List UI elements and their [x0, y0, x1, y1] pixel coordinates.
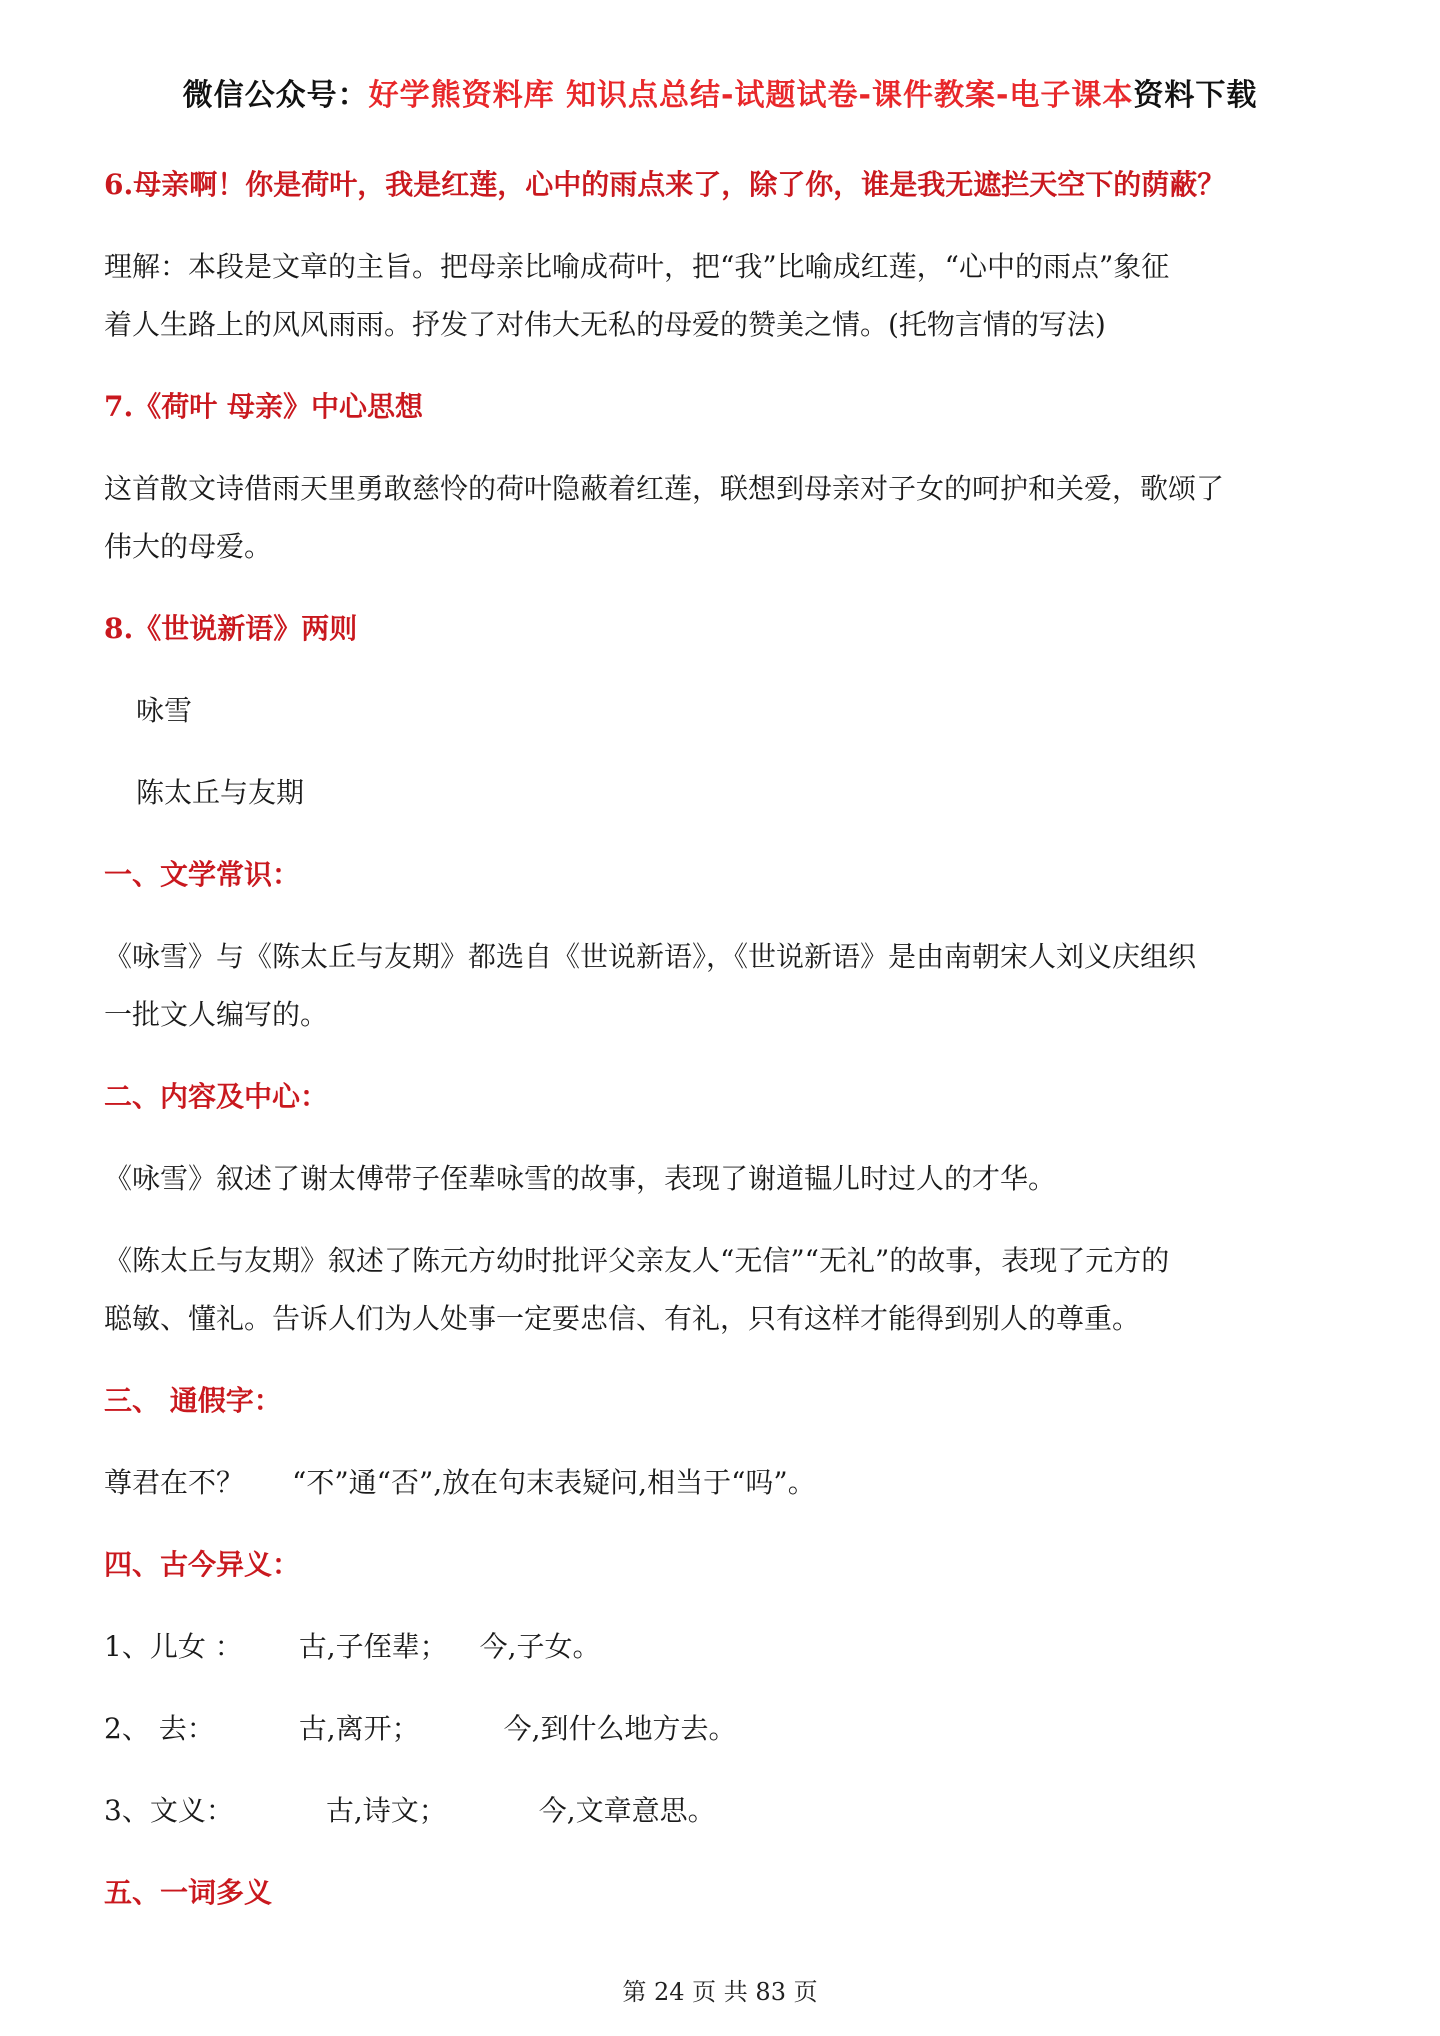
document-content	[104, 156, 1344, 1922]
section-7-heading: 7.《荷叶 母亲》中心思想	[104, 390, 423, 423]
meaning-item-3-new: 今,文章意思。	[538, 1794, 716, 1827]
heading-ancient-modern-meanings: 四、古今异义：	[104, 1548, 301, 1581]
page-footer: 第 24 页 共 83 页	[622, 1978, 818, 2006]
content-body-line-2: 《陈太丘与友期》叙述了陈元方幼时批评父亲友人“无信”“无礼”的故事，表现了元方的	[104, 1244, 1170, 1277]
banner-header	[0, 70, 1440, 114]
meaning-item-1	[104, 1618, 1344, 1676]
meaning-item-1-num: 1、儿女 ：	[104, 1630, 243, 1663]
interchangeable-example: 尊君在不？	[104, 1466, 245, 1499]
literature-body-line-1: 《咏雪》与《陈太丘与友期》都选自《世说新语》，《世说新语》是由南朝宋人刘义庆组织	[104, 940, 1197, 973]
meaning-item-2-num: 2、 去：	[104, 1712, 215, 1745]
meaning-item-2	[104, 1700, 1344, 1758]
content-body-line-3: 聪敏、懂礼。告诉人们为人处事一定要忠信、有礼，只有这样才能得到别人的尊重。	[104, 1302, 1141, 1335]
meaning-item-3	[104, 1782, 1344, 1840]
section-6-body-line-2: 着人生路上的风风雨雨。抒发了对伟大无私的母爱的赞美之情。(托物言情的写法)	[104, 308, 1106, 341]
meaning-item-2-new: 今,到什么地方去。	[503, 1712, 737, 1745]
section-6-body-line-1: 理解：本段是文章的主旨。把母亲比喻成荷叶，把“我”比喻成红莲，“心中的雨点”象征	[104, 250, 1170, 283]
section-7-body-line-2: 伟大的母爱。	[104, 530, 273, 563]
banner-middle: 好学熊资料库 知识点总结-试题试卷-课件教案-电子课本	[368, 78, 1134, 113]
heading-literature-knowledge: 一、文学常识：	[104, 858, 301, 891]
heading-interchangeable-chars: 三、 通假字：	[104, 1384, 282, 1417]
banner-prefix: 微信公众号：	[182, 78, 369, 113]
meaning-item-1-new: 今,子女。	[479, 1630, 601, 1663]
meaning-item-3-old: 古,诗文；	[325, 1794, 447, 1827]
heading-content-theme: 二、内容及中心：	[104, 1080, 329, 1113]
literature-body-line-2: 一批文人编写的。	[104, 998, 329, 1031]
heading-polysemy: 五、一词多义	[104, 1876, 273, 1909]
section-8-item-2: 陈太丘与友期	[136, 776, 305, 809]
content-body-line-1: 《咏雪》叙述了谢太傅带子侄辈咏雪的故事，表现了谢道韫儿时过人的才华。	[104, 1162, 1057, 1195]
section-6-heading: 6.母亲啊！你是荷叶，我是红莲，心中的雨点来了，除了你，谁是我无遮拦天空下的荫蔽？	[104, 168, 1226, 201]
section-8-item-1: 咏雪	[136, 694, 193, 727]
meaning-item-2-old: 古,离开；	[298, 1712, 420, 1745]
interchangeable-explanation: “不”通“否”,放在句末表疑问,相当于“吗”。	[292, 1466, 816, 1499]
banner-suffix: 资料下载	[1133, 78, 1258, 113]
section-7-body-line-1: 这首散文诗借雨天里勇敢慈怜的荷叶隐蔽着红莲，联想到母亲对子女的呵护和关爱，歌颂了	[104, 472, 1225, 505]
meaning-item-1-old: 古,子侄辈；	[298, 1630, 448, 1663]
meaning-item-3-num: 3、文义：	[104, 1794, 234, 1827]
interchangeable-body	[104, 1454, 1344, 1512]
section-8-heading: 8.《世说新语》两则	[104, 612, 358, 645]
